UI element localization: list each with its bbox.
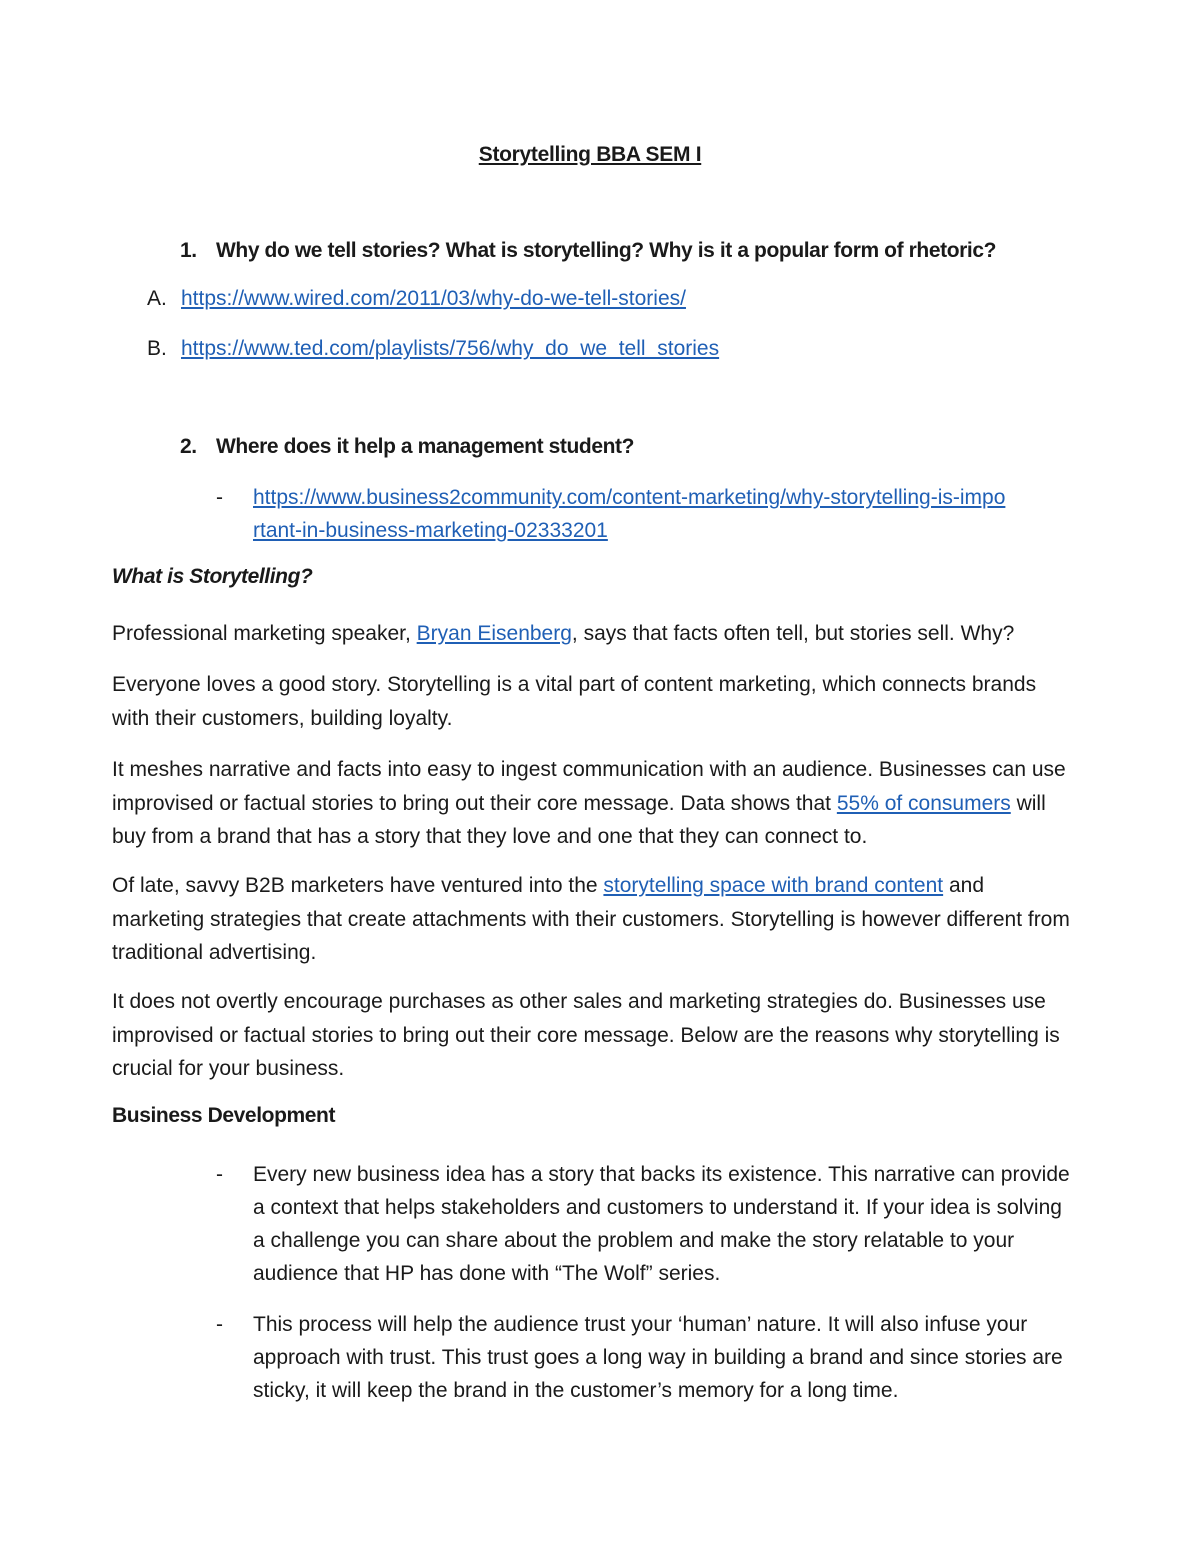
paragraph-3 xyxy=(112,753,1072,854)
paragraph-1 xyxy=(112,617,1072,651)
paragraph-2: Everyone loves a good story. Storytelling is a vital part of content marketing, which connects brands with their customers, building loyalty. xyxy=(112,673,1037,730)
reference-b xyxy=(147,337,719,361)
bullet-item xyxy=(216,1308,1076,1407)
question-2-text: Where does it help a management student? xyxy=(216,435,635,458)
reference-a xyxy=(147,287,686,311)
question-1-text: Why do we tell stories? What is storytelling? Why is it a popular form of rhetoric? xyxy=(216,239,997,262)
section-heading-what-is-storytelling: What is Storytelling? xyxy=(112,565,313,588)
question-1-number: 1. xyxy=(180,239,197,262)
section-heading-business-development: Business Development xyxy=(112,1104,336,1127)
consumers-stat-link[interactable]: 55% of consumers xyxy=(836,791,1011,815)
dash-marker: - xyxy=(216,486,223,509)
bullet-item xyxy=(216,1158,1076,1290)
question-2-number: 2. xyxy=(180,435,197,458)
bullet-text: Every new business idea has a story that backs its existence. This narrative can provide a context that helps stakeholders and customers to understand it. If your idea is solving a challenge you can share about the problem and make the story relatable to your audience that HP has done with “The Wolf” series. xyxy=(253,1163,1070,1285)
bryan-eisenberg-link[interactable]: Bryan Eisenberg xyxy=(416,622,572,645)
dash-marker: - xyxy=(216,1313,223,1336)
paragraph-4-start: Of late, savvy B2B marketers have ventured into the xyxy=(112,874,604,897)
paragraph-1-start: Professional marketing speaker, xyxy=(112,622,417,645)
paragraph-1-end: , says that facts often tell, but stories sell. Why? xyxy=(571,622,1015,645)
business2community-link[interactable]: https://www.business2community.com/content-marketing/why-storytelling-is-important-in-business-marketing-02333201 xyxy=(253,486,1006,542)
reference-b-link[interactable]: https://www.ted.com/playlists/756/why_do_we_tell_stories xyxy=(181,337,720,360)
reference-b-letter: B. xyxy=(147,337,167,360)
brand-content-link[interactable]: storytelling space with brand content xyxy=(603,874,944,897)
document-title: Storytelling BBA SEM I xyxy=(478,143,702,166)
question-2-link-item xyxy=(216,481,1006,547)
question-2 xyxy=(180,435,634,459)
paragraph-4-end: and marketing strategies that create attachments with their customers. Storytelling is however different from traditional advertising. xyxy=(112,874,1070,964)
bullet-text: This process will help the audience trust your ‘human’ nature. It will also infuse your approach with trust. This trust goes a long way in building a brand and since stories are sticky, it will keep the brand in the customer’s memory for a long time. xyxy=(253,1313,1063,1402)
question-1 xyxy=(180,239,996,263)
paragraph-3-start: It meshes narrative and facts into easy to ingest communication with an audience. Businesses can use improvised or factual stories to bring out their core message. Data shows that xyxy=(112,758,1066,815)
paragraph-4 xyxy=(112,869,1072,970)
paragraph-3-end: will buy from a brand that has a story that they love and one that they can connect to. xyxy=(112,791,1046,848)
reference-a-link[interactable]: https://www.wired.com/2011/03/why-do-we-tell-stories/ xyxy=(181,287,686,310)
dash-marker: - xyxy=(216,1163,223,1186)
reference-a-letter: A. xyxy=(147,287,167,310)
paragraph-5: It does not overtly encourage purchases as other sales and marketing strategies do. Businesses use improvised or factual stories to bring out their core message. Below are the reasons why storytelling is crucial for your business. xyxy=(112,990,1060,1080)
